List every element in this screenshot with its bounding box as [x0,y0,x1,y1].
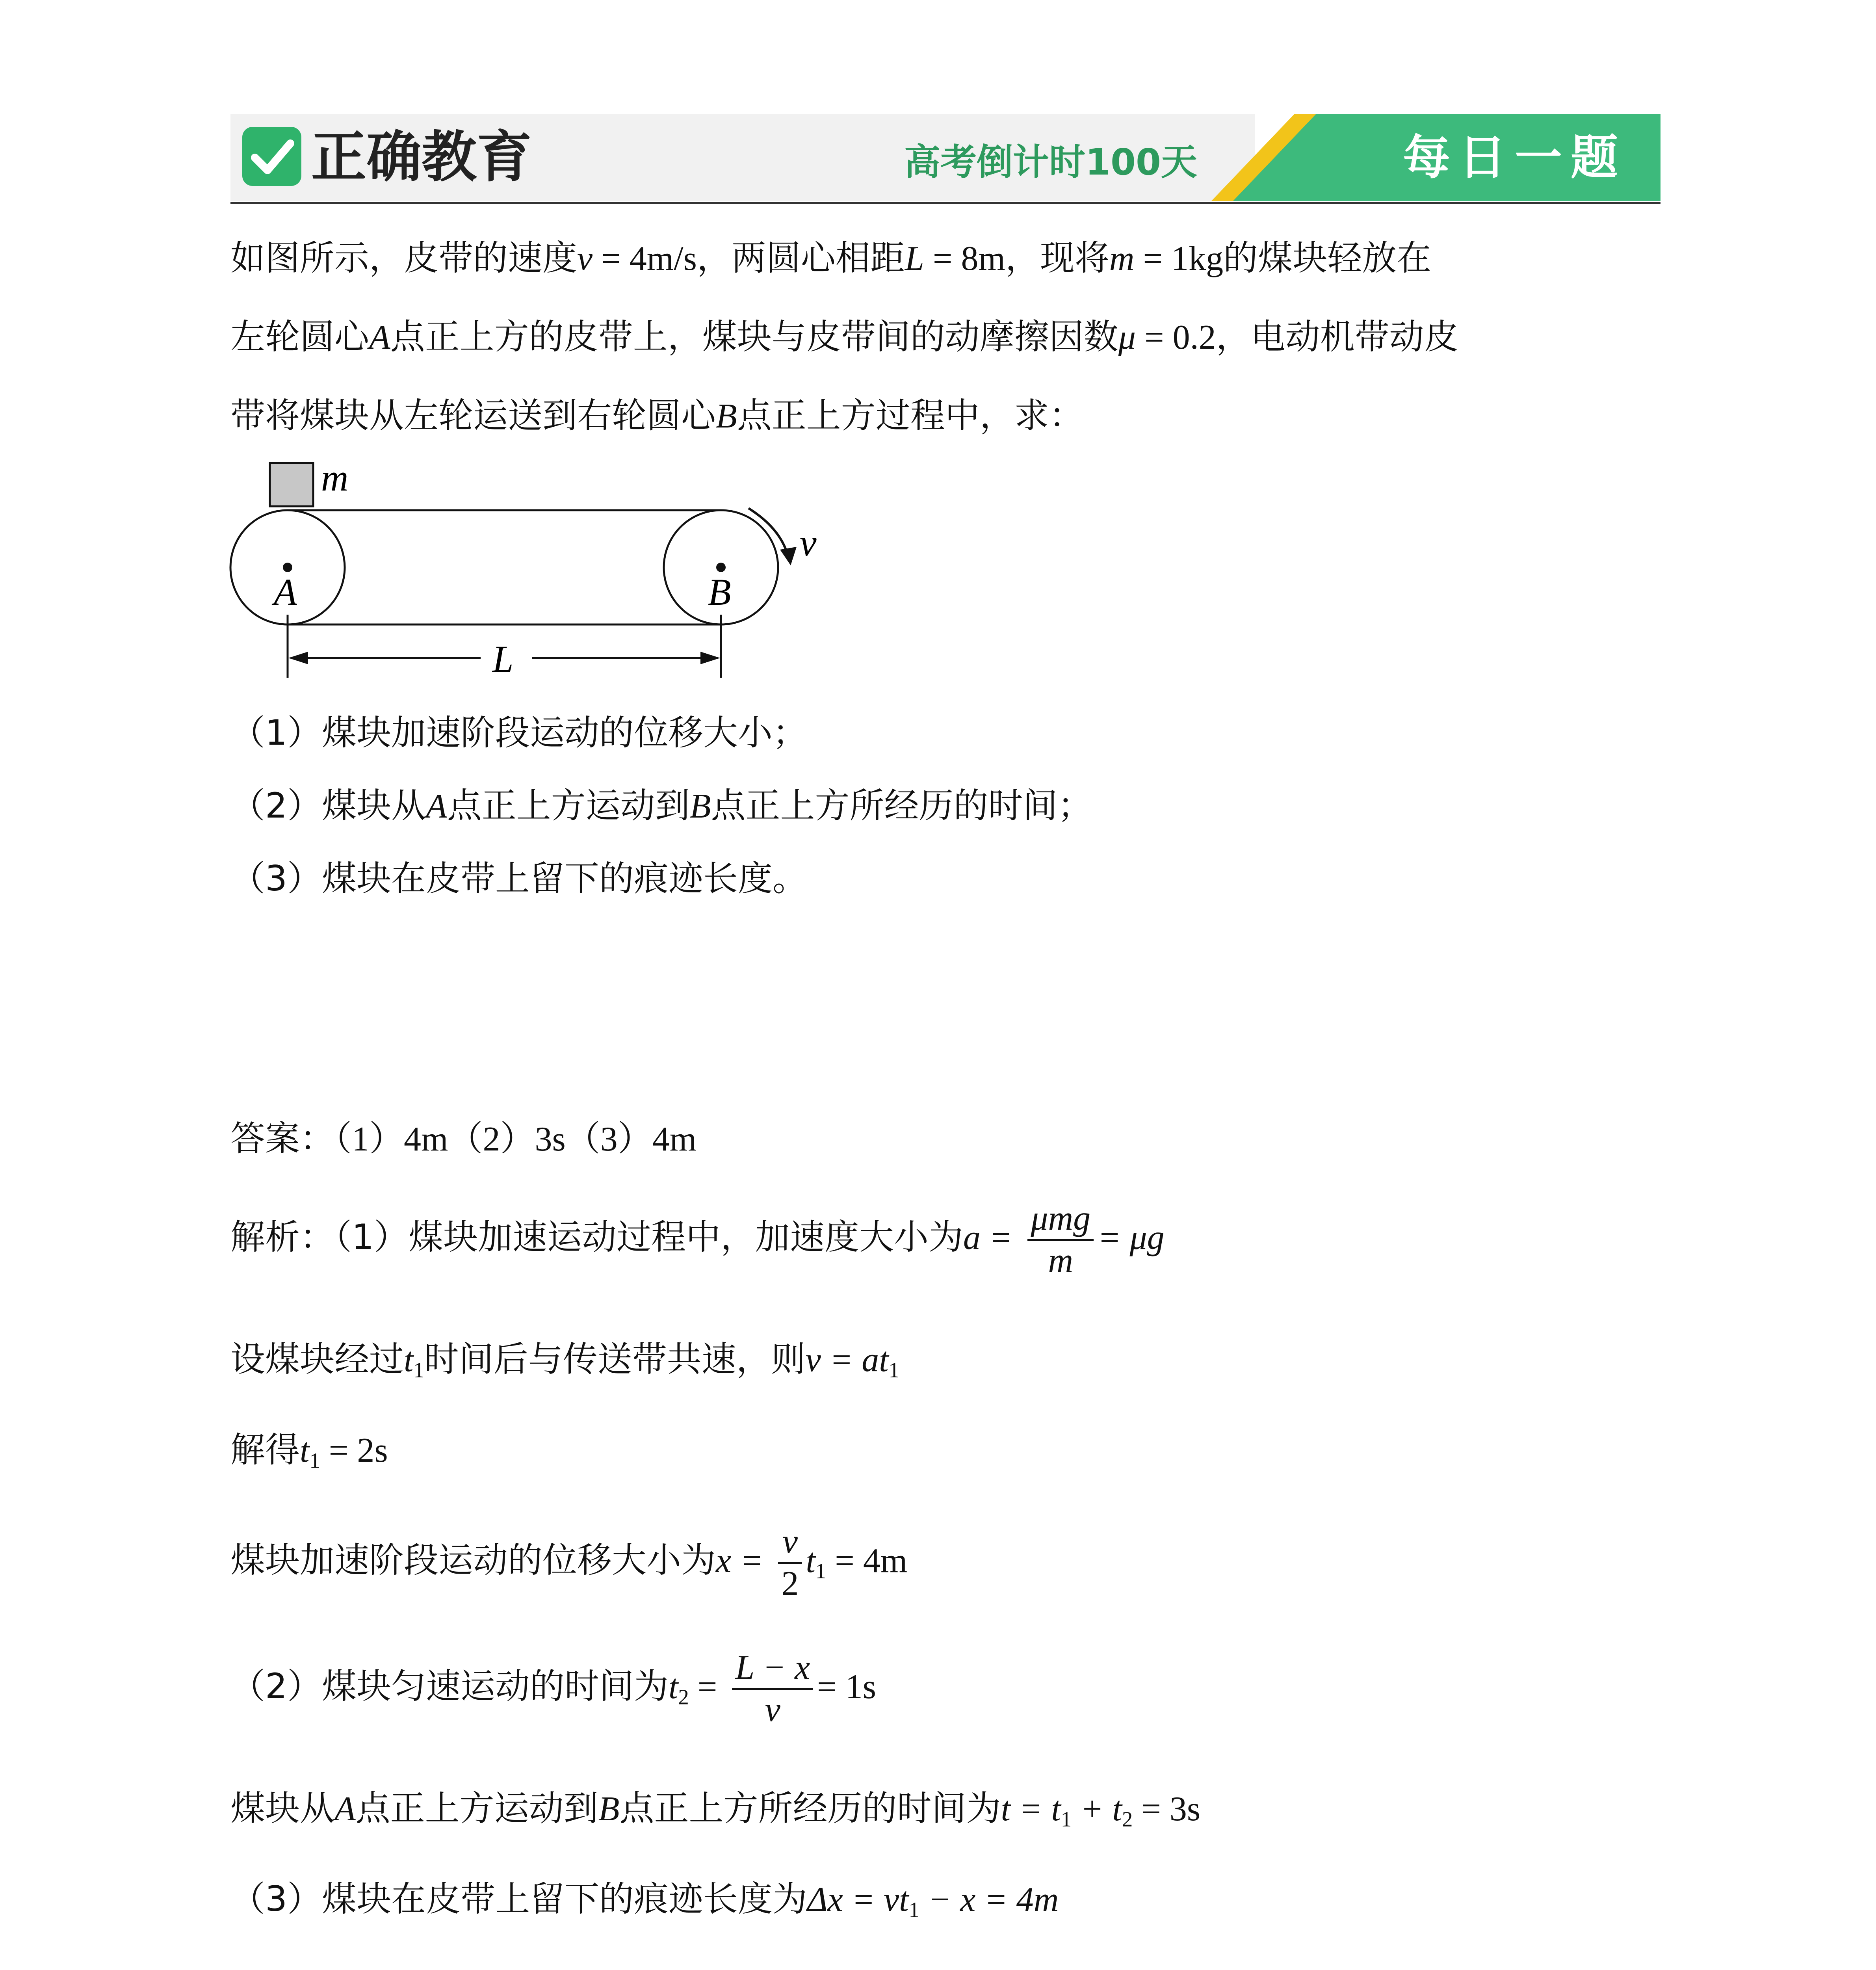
fraction-v-over-2: $\frac{v}{2}$ [778,1522,802,1603]
page-header [230,114,1661,201]
question-2: （2）煤块从A点正上方运动到B点正上方所经历的时间； [230,785,1092,826]
problem-line-1: 如图所示，皮带的速度v = 4m/s，两圆心相距L = 8m，现将m = 1kg的煤块轻放在 [230,238,1432,278]
solution-step-6: 煤块从A点正上方运动到B点正上方所经历的时间为$t = t_1 + t_2 = 3s$ [230,1788,1201,1831]
answer-line: 答案：（1）4m（2）3s（3）4m [230,1118,697,1159]
point-a-label: A [274,571,297,613]
length-label: L [492,638,514,680]
dimension-arrow-left [288,652,308,664]
solution-step-2: 设煤块经过$t_1$时间后与传送带共速，则$v = at_1$ [230,1339,899,1382]
question-1: （1）煤块加速阶段运动的位移大小； [230,712,807,753]
problem-line-2: 左轮圆心A点正上方的皮带上，煤块与皮带间的动摩擦因数μ = 0.2，电动机带动皮 [230,316,1459,357]
solution-step-1: 解析：（1）煤块加速运动过程中，加速度大小为a = $\frac{\text{μmg}}{m}$ = μg [230,1198,1165,1280]
conveyor-belt-diagram [221,453,851,690]
solution-step-4: 煤块加速阶段运动的位移大小为x = $\frac{v}{2}$ $t_1 = 4m$ [230,1521,907,1610]
velocity-label: v [800,522,817,564]
countdown-text: 高考倒计时100天 [904,141,1198,183]
solution-step-3: 解得$t_1 = 2s$ [230,1429,388,1473]
point-b-label: B [708,571,731,613]
dimension-arrow-right [700,652,720,664]
brand-banner [230,114,1255,201]
fraction-l-minus-x-over-v: $\frac{L - x}{v}$ [732,1648,813,1729]
question-3: （3）煤块在皮带上留下的痕迹长度。 [230,858,807,899]
solution-step-7: （3）煤块在皮带上留下的痕迹长度为$\Delta x = vt_1 - x = 4m$ [230,1879,1059,1922]
brand-name: 正确教育 [311,125,532,190]
mass-label: m [321,457,349,499]
solution-step-5: （2）煤块匀速运动的时间为$t_2$ = $\frac{L - x}{v}$ = 1s [230,1647,876,1736]
header-divider [230,202,1661,204]
problem-line-3: 带将煤块从左轮运送到右轮圆心B点正上方过程中，求： [230,395,1084,436]
velocity-arrow [749,508,788,556]
daily-question-label: 每日一题 [1403,130,1627,185]
velocity-arrowhead [780,547,797,565]
coal-block [270,463,313,506]
check-logo-icon [242,127,301,186]
fraction-mumg-over-m: $\frac{\text{μmg}}{m}$ [1027,1199,1094,1280]
